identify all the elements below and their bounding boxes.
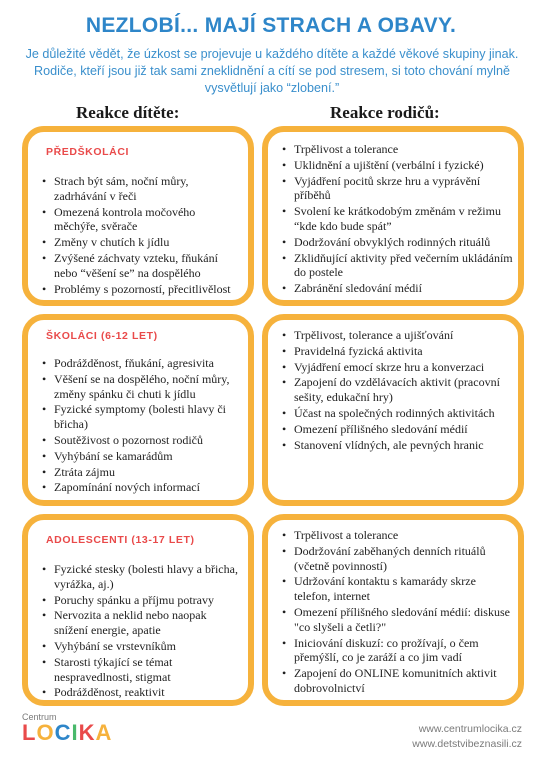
list-item: • Dodržování zaběhaných denních rituálů (včetně povinností) <box>282 544 514 574</box>
child-card-school <box>22 314 254 506</box>
list-item: • Problémy s pozorností, přecitlivělost <box>42 282 242 297</box>
list-item: • Omezení přílišného sledování médií <box>282 422 514 437</box>
list-item: • Trpělivost, tolerance a ujišťování <box>282 328 514 343</box>
column-heading-parent: Reakce rodičů: <box>330 103 440 122</box>
locika-logo <box>22 712 112 744</box>
list-item: • Svolení ke krátkodobým změnám v režimu “kde kdo bude spát” <box>282 204 514 234</box>
column-heading-child: Reakce dítěte: <box>76 103 180 122</box>
list-item: • Soutěživost o pozornost rodičů <box>42 433 242 448</box>
section-heading: PŘEDŠKOLÁCI <box>46 146 130 158</box>
child-card-preschool <box>22 126 254 306</box>
list-item: • Nervozita a neklid nebo naopak snížení energie, apatie <box>42 608 242 638</box>
list-item: • Věšení se na dospělého, noční můry, změny spánku či chuti k jídlu <box>42 372 242 402</box>
list-item: • Iniciování diskuzí: co prožívají, o čem přemýšlí, co je zaráží a co jim vadí <box>282 636 514 666</box>
list-item: • Zklidňující aktivity před večerním ukládáním do postele <box>282 251 514 281</box>
list-item: • Vyhýbání se vrstevníkům <box>42 639 242 654</box>
list-item: • Starosti týkající se témat nespravedlnosti, stigmat <box>42 655 242 685</box>
list-item: • Trpělivost a tolerance <box>282 528 514 543</box>
logo-letter: I <box>71 720 79 745</box>
url-link[interactable]: www.detstvibeznasili.cz <box>412 738 522 750</box>
intro-paragraph: Je důležité vědět, že úzkost se projevuje u každého dítěte a každé věkové skupiny jinak. Rodiče, kteří jsou již tak sami zneklidnění a cítí se pod stresem, si toto chování mylně vysvětlují jako “zlobení.” <box>25 47 519 95</box>
list-item: • Fyzické symptomy (bolesti hlavy či břicha) <box>42 402 242 432</box>
list-item: • Vyhýbání se kamarádům <box>42 449 242 464</box>
list-item: • Podrážděnost, fňukání, agresivita <box>42 356 242 371</box>
parent-card-school <box>262 314 524 506</box>
parent-card-adolescent <box>262 514 524 706</box>
list-item: • Dodržování obvyklých rodinných rituálů <box>282 235 514 250</box>
list-item: • Omezení přílišného sledování médií: diskuse "co slyšeli a četli?" <box>282 605 514 635</box>
logo-wordmark <box>22 722 112 744</box>
list-item: • Poruchy spánku a příjmu potravy <box>42 593 242 608</box>
list-item: • Omezená kontrola močového měchýře, svěrače <box>42 205 242 235</box>
parent-card-preschool <box>262 126 524 306</box>
page-title: NEZLOBÍ... MAJÍ STRACH A OBAVY. <box>85 14 457 37</box>
list-item: • Zapojení do ONLINE komunitních aktivit dobrovolnictví <box>282 666 514 696</box>
list-item: • Stanovení vlídných, ale pevných hranic <box>282 438 514 453</box>
logo-letter: C <box>54 720 72 745</box>
list-item: • Zabránění sledování médií <box>282 281 514 296</box>
logo-letter: O <box>36 720 55 745</box>
list-item: • Fyzické stesky (bolesti hlavy a břicha, vyrážka, aj.) <box>42 562 242 592</box>
footer-urls <box>412 722 522 752</box>
list-item: • Udržování kontaktu s kamarády skrze telefon, internet <box>282 574 514 604</box>
list-item: • Vyjádření pocitů skrze hru a vyprávění příběhů <box>282 174 514 204</box>
section-heading: ŠKOLÁCI (6-12 LET) <box>46 330 158 342</box>
list-item: • Ztráta zájmu <box>42 465 242 480</box>
list-item: • Zapojení do vzdělávacích aktivit (pracovní sešity, edukační hry) <box>282 375 514 405</box>
list-item: • Zvýšené záchvaty vzteku, fňukání nebo “věšení se” na dospělého <box>42 251 242 281</box>
list-item: • Pravidelná fyzická aktivita <box>282 344 514 359</box>
child-card-adolescent <box>22 514 254 706</box>
logo-letter: A <box>95 720 113 745</box>
list-item: • Uklidnění a ujištění (verbální i fyzické) <box>282 158 514 173</box>
logo-letter: K <box>78 720 96 745</box>
list-item: • Změny v chutích k jídlu <box>42 235 242 250</box>
url-link[interactable]: www.centrumlocika.cz <box>418 723 522 735</box>
list-item: • Zapomínání nových informací <box>42 480 242 495</box>
section-heading: ADOLESCENTI (13-17 LET) <box>46 534 195 546</box>
list-item: • Vyjádření emocí skrze hru a konverzaci <box>282 360 514 375</box>
logo-small-text: Centrum <box>22 712 57 722</box>
list-item: • Trpělivost a tolerance <box>282 142 514 157</box>
list-item: • Účast na společných rodinných aktivitách <box>282 406 514 421</box>
logo-letter: L <box>22 720 37 745</box>
list-item: • Podrážděnost, reaktivit <box>42 685 242 700</box>
list-item: • Strach být sám, noční můry, zadrhávání v řeči <box>42 174 242 204</box>
